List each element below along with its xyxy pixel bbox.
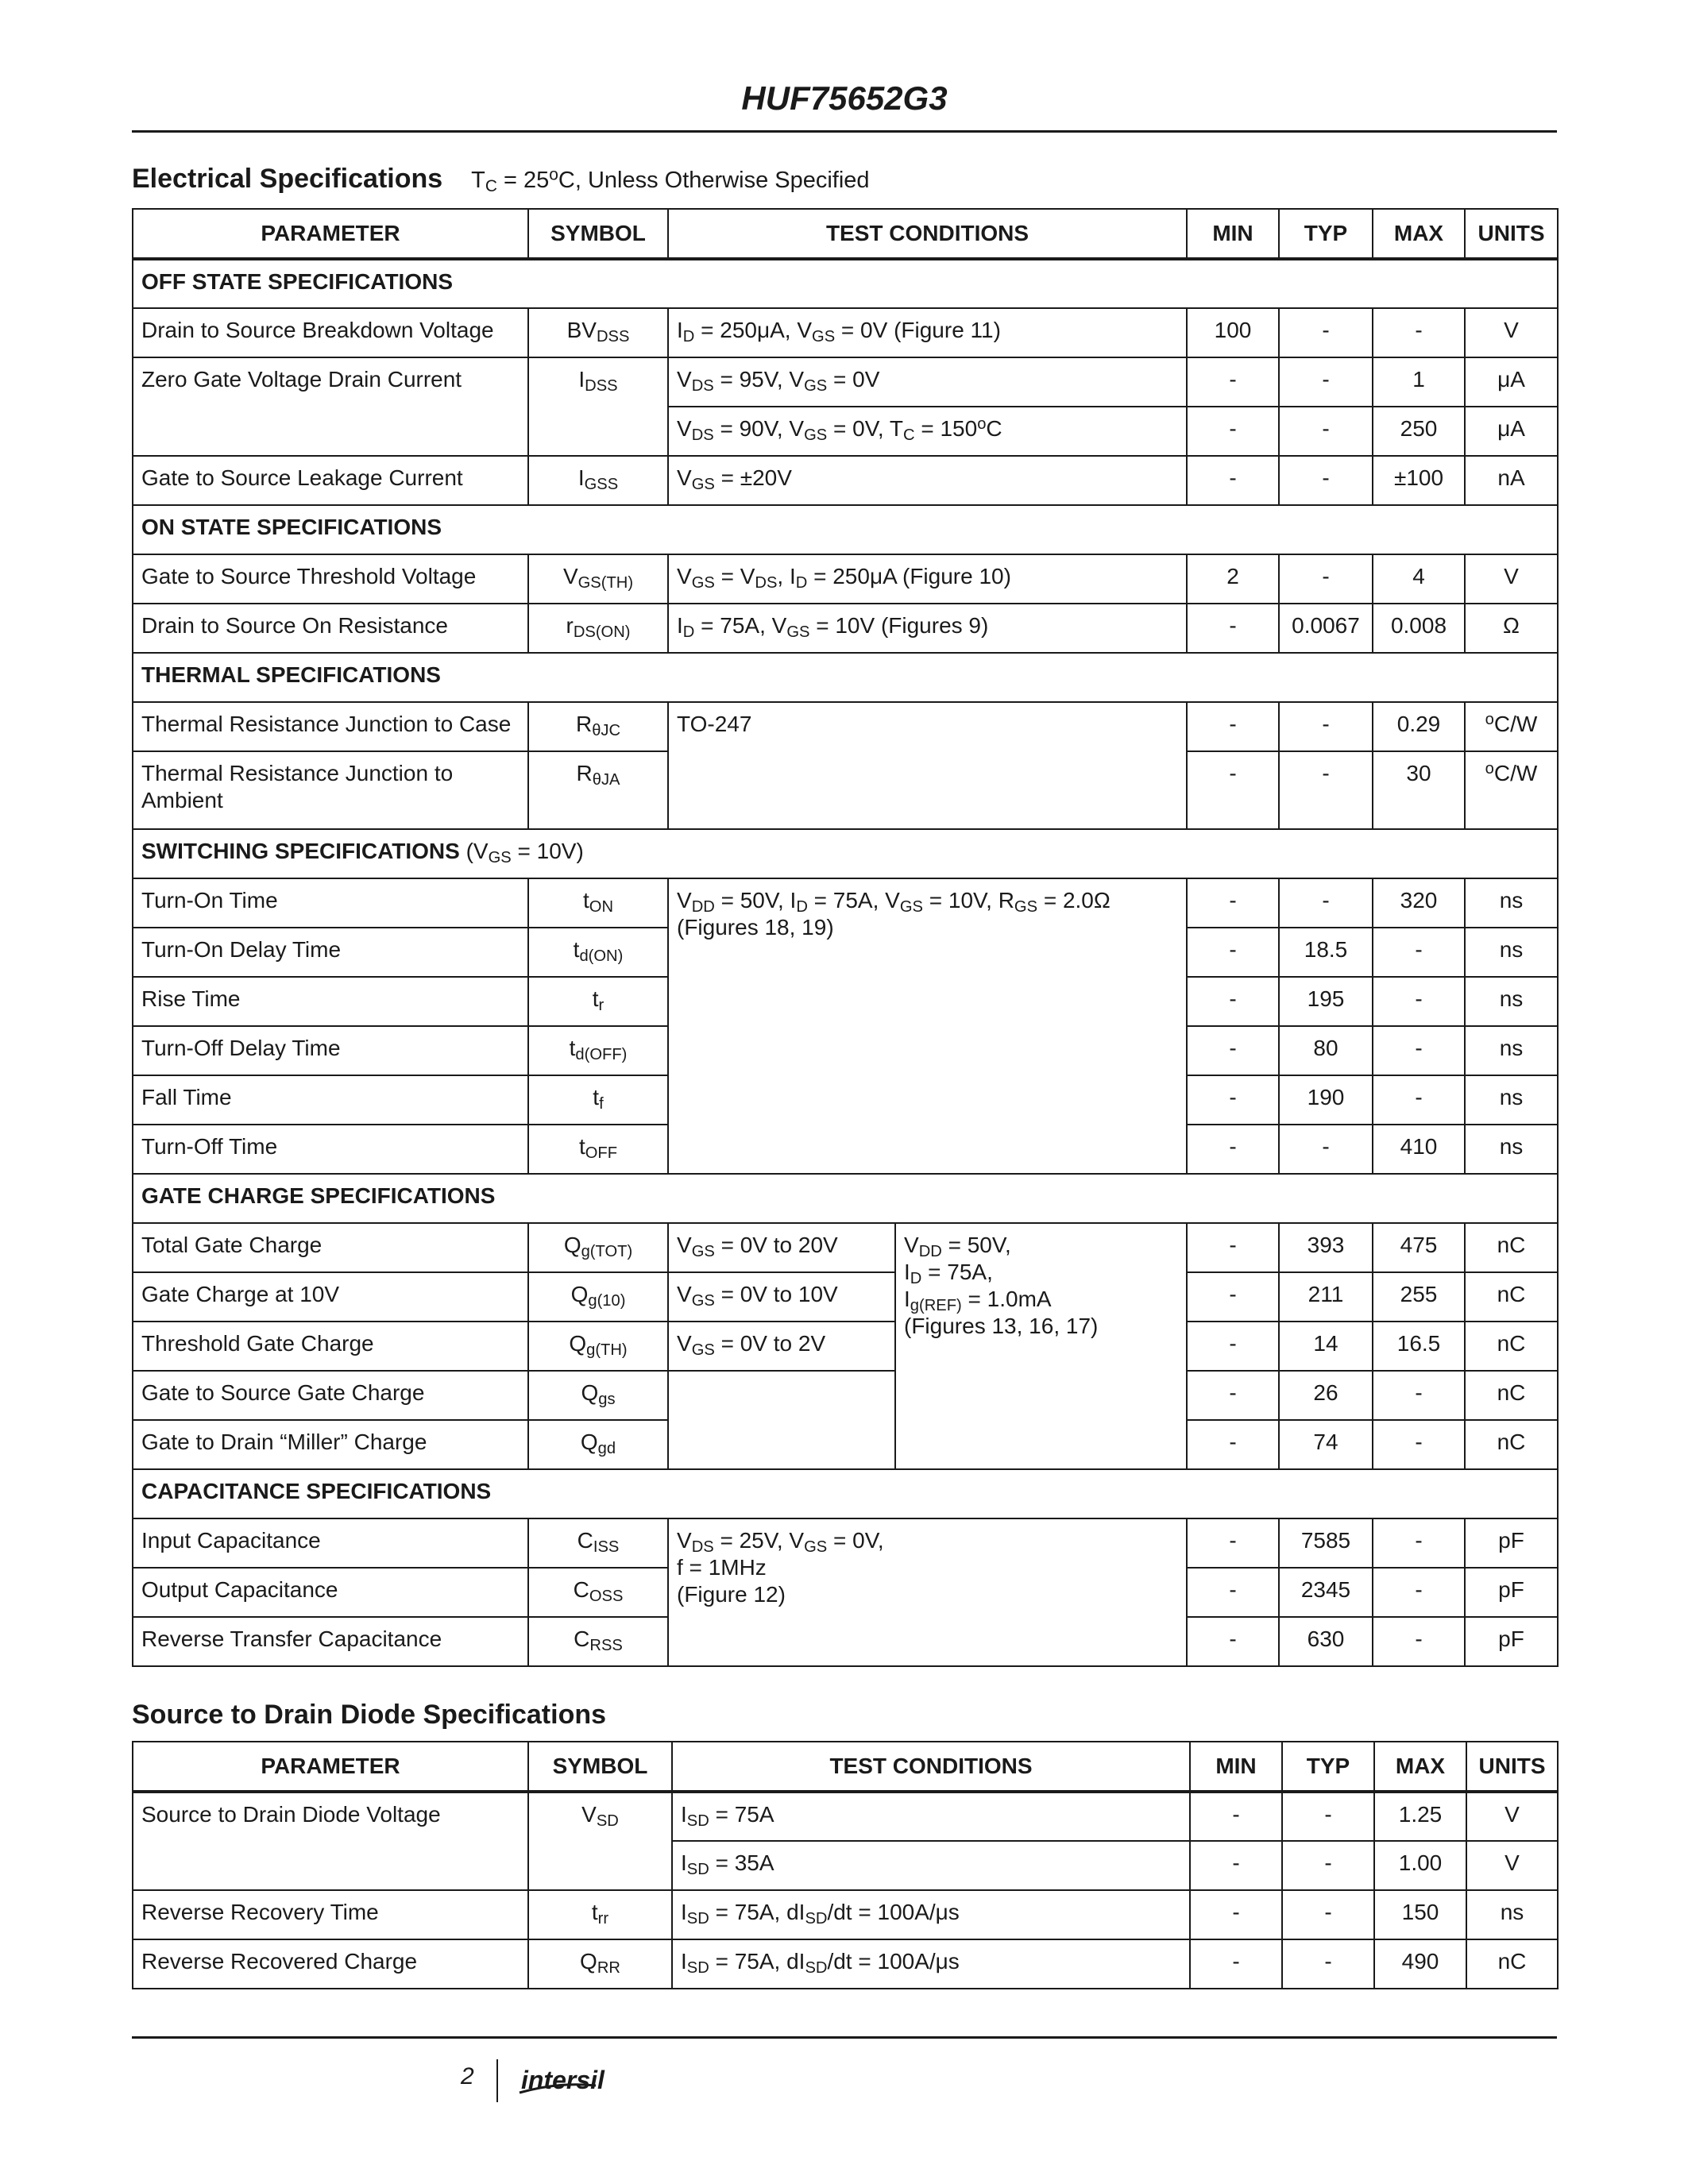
min-cell: - — [1187, 878, 1279, 928]
units-cell: Ω — [1465, 604, 1558, 653]
table-row — [133, 1371, 1558, 1420]
param-cell: Reverse Transfer Capacitance — [133, 1617, 528, 1666]
diode-specs-table — [132, 1741, 1559, 1989]
min-cell: - — [1190, 1792, 1282, 1841]
max-cell: 410 — [1373, 1125, 1465, 1174]
max-cell: - — [1373, 1420, 1465, 1469]
symbol-cell: $Q_{g(TOT)}$ — [528, 1223, 668, 1272]
units-cell: $^o$C/W — [1465, 702, 1558, 751]
condition-cell: $V_{GS} = 0V$ to 2V — [668, 1322, 895, 1371]
typ-cell: - — [1279, 308, 1373, 357]
param-cell: Turn-On Time — [133, 878, 528, 928]
table-row — [133, 702, 1558, 751]
condition-cell: $V_{DD} = 50V$, $I_D = 75A$, $V_{GS} = 10V$, $R_{GS} = 2.0\Omega$ (Figures 18, 19) — [668, 878, 1187, 1174]
section-capacitance: CAPACITANCE SPECIFICATIONS — [133, 1469, 1558, 1518]
symbol-cell: $t_{rr}$ — [528, 1890, 672, 1939]
min-cell: - — [1187, 751, 1279, 829]
units-cell: ns — [1465, 1026, 1558, 1075]
table-row — [133, 456, 1558, 505]
condition-cell: $V_{GS} = \pm 20V$ — [668, 456, 1187, 505]
units-cell: ns — [1465, 1125, 1558, 1174]
units-cell: ns — [1465, 928, 1558, 977]
max-cell: - — [1373, 928, 1465, 977]
param-cell: Total Gate Charge — [133, 1223, 528, 1272]
electrical-specs-table — [132, 208, 1559, 1667]
section-off-state: OFF STATE SPECIFICATIONS — [133, 259, 1558, 308]
units-cell: nC — [1466, 1939, 1558, 1989]
min-cell: 2 — [1187, 554, 1279, 604]
section-gate-charge: GATE CHARGE SPECIFICATIONS — [133, 1174, 1558, 1223]
symbol-cell: $t_r$ — [528, 977, 668, 1026]
typ-cell: 630 — [1279, 1617, 1373, 1666]
typ-cell: 2345 — [1279, 1568, 1373, 1617]
typ-cell: 190 — [1279, 1075, 1373, 1125]
diode-specs-heading — [132, 1700, 606, 1731]
symbol-cell: $I_{DSS}$ — [528, 357, 668, 456]
min-cell: - — [1187, 407, 1279, 456]
section-row — [133, 259, 1558, 308]
table-row — [133, 1518, 1558, 1568]
param-cell: Source to Drain Diode Voltage — [133, 1792, 528, 1890]
units-cell: ns — [1466, 1890, 1558, 1939]
symbol-cell: $V_{GS(TH)}$ — [528, 554, 668, 604]
electrical-specs-heading — [132, 164, 870, 195]
symbol-cell: $V_{SD}$ — [528, 1792, 672, 1890]
param-cell: Reverse Recovery Time — [133, 1890, 528, 1939]
condition-cell: $V_{GS} = V_{DS}$, $I_D = 250\mu A$ (Figure 10) — [668, 554, 1187, 604]
table-row — [133, 1890, 1558, 1939]
col-header-test-conditions: TEST CONDITIONS — [668, 209, 1187, 259]
table-row — [133, 308, 1558, 357]
electrical-specs-title: Electrical Specifications — [132, 164, 443, 194]
units-cell: $^o$C/W — [1465, 751, 1558, 829]
condition-cell: $V_{DS} = 95V$, $V_{GS} = 0V$ — [668, 357, 1187, 407]
max-cell: 1.00 — [1374, 1841, 1466, 1890]
section-switching-condition: $(V_{GS} = 10V)$ — [465, 839, 584, 867]
condition-cell: $I_{SD} = 75A$ — [672, 1792, 1190, 1841]
typ-cell: 393 — [1279, 1223, 1373, 1272]
min-cell: - — [1187, 702, 1279, 751]
min-cell: - — [1187, 1568, 1279, 1617]
max-cell: 490 — [1374, 1939, 1466, 1989]
condition-cell: $V_{DS} = 90V$, $V_{GS} = 0V$, $T_C = 150^oC$ — [668, 407, 1187, 456]
units-cell: pF — [1465, 1518, 1558, 1568]
min-cell: 100 — [1187, 308, 1279, 357]
units-cell: V — [1466, 1792, 1558, 1841]
table-header-row — [133, 209, 1558, 259]
units-cell: ns — [1465, 977, 1558, 1026]
page-header — [132, 79, 1557, 118]
footer-divider — [496, 2059, 498, 2102]
max-cell: - — [1373, 977, 1465, 1026]
min-cell: - — [1190, 1890, 1282, 1939]
min-cell: - — [1187, 1371, 1279, 1420]
section-row — [133, 653, 1558, 702]
param-cell: Turn-Off Time — [133, 1125, 528, 1174]
condition-cell: $V_{GS} = 0V$ to 20V — [668, 1223, 895, 1272]
section-thermal: THERMAL SPECIFICATIONS — [133, 653, 1558, 702]
typ-cell: - — [1282, 1792, 1374, 1841]
section-row — [133, 505, 1558, 554]
units-cell: nC — [1465, 1322, 1558, 1371]
symbol-cell: $Q_{g(TH)}$ — [528, 1322, 668, 1371]
symbol-cell: $C_{RSS}$ — [528, 1617, 668, 1666]
units-cell: nC — [1465, 1420, 1558, 1469]
param-cell: Zero Gate Voltage Drain Current — [133, 357, 528, 456]
units-cell: V — [1465, 554, 1558, 604]
param-cell: Turn-Off Delay Time — [133, 1026, 528, 1075]
typ-cell: 26 — [1279, 1371, 1373, 1420]
param-cell: Drain to Source On Resistance — [133, 604, 528, 653]
logo-wordmark: intersil — [521, 2066, 605, 2094]
electrical-specs-condition: $T_C = 25^oC$, Unless Otherwise Specified — [471, 165, 870, 196]
typ-cell: 80 — [1279, 1026, 1373, 1075]
condition-cell: $V_{DS} = 25V$, $V_{GS} = 0V$, f = 1MHz (Figure 12) — [668, 1518, 1187, 1666]
symbol-cell: $t_{d(OFF)}$ — [528, 1026, 668, 1075]
max-cell: - — [1373, 1371, 1465, 1420]
typ-cell: - — [1279, 702, 1373, 751]
units-cell: V — [1466, 1841, 1558, 1890]
typ-cell: - — [1279, 1125, 1373, 1174]
units-cell: pF — [1465, 1617, 1558, 1666]
table-row — [133, 878, 1558, 928]
units-cell: ns — [1465, 1075, 1558, 1125]
max-cell: 4 — [1373, 554, 1465, 604]
col-header-min: MIN — [1187, 209, 1279, 259]
units-cell: μA — [1465, 357, 1558, 407]
min-cell: - — [1187, 1026, 1279, 1075]
units-cell: μA — [1465, 407, 1558, 456]
min-cell: - — [1187, 1518, 1279, 1568]
param-cell: Thermal Resistance Junction to Ambient — [133, 751, 528, 829]
symbol-cell: $R_{\theta JA}$ — [528, 751, 668, 829]
units-cell: nC — [1465, 1371, 1558, 1420]
symbol-cell: $r_{DS(ON)}$ — [528, 604, 668, 653]
col-header-max: MAX — [1373, 209, 1465, 259]
table-row — [133, 1223, 1558, 1272]
min-cell: - — [1187, 1322, 1279, 1371]
section-switching — [133, 829, 1558, 878]
param-cell: Gate to Source Gate Charge — [133, 1371, 528, 1420]
param-cell: Reverse Recovered Charge — [133, 1939, 528, 1989]
col-header-parameter: PARAMETER — [133, 209, 528, 259]
typ-cell: 18.5 — [1279, 928, 1373, 977]
max-cell: - — [1373, 1075, 1465, 1125]
units-cell: nA — [1465, 456, 1558, 505]
typ-cell: - — [1279, 878, 1373, 928]
condition-cell: $I_D = 250\mu A$, $V_{GS} = 0V$ (Figure 11) — [668, 308, 1187, 357]
section-row — [133, 1174, 1558, 1223]
param-cell: Fall Time — [133, 1075, 528, 1125]
typ-cell: 7585 — [1279, 1518, 1373, 1568]
typ-cell: - — [1282, 1939, 1374, 1989]
param-cell: Gate Charge at 10V — [133, 1272, 528, 1322]
table-row — [133, 554, 1558, 604]
col-header-max: MAX — [1374, 1742, 1466, 1792]
min-cell: - — [1187, 977, 1279, 1026]
max-cell: 0.29 — [1373, 702, 1465, 751]
min-cell: - — [1187, 456, 1279, 505]
units-cell: ns — [1465, 878, 1558, 928]
footer-rule — [132, 2036, 1557, 2039]
intersil-logo — [516, 2065, 659, 2097]
typ-cell: - — [1282, 1890, 1374, 1939]
symbol-cell: $R_{\theta JC}$ — [528, 702, 668, 751]
header-rule — [132, 130, 1557, 133]
col-header-min: MIN — [1190, 1742, 1282, 1792]
param-cell: Drain to Source Breakdown Voltage — [133, 308, 528, 357]
section-row — [133, 1469, 1558, 1518]
param-cell: Rise Time — [133, 977, 528, 1026]
min-cell: - — [1187, 1075, 1279, 1125]
condition-cell: TO-247 — [668, 702, 1187, 829]
param-cell: Input Capacitance — [133, 1518, 528, 1568]
units-cell: pF — [1465, 1568, 1558, 1617]
condition-common-cell: $V_{DD} = 50V$, $I_D = 75A$, $I_{g(REF)} = 1.0mA$ (Figures 13, 16, 17) — [895, 1223, 1187, 1469]
param-cell: Thermal Resistance Junction to Case — [133, 702, 528, 751]
symbol-cell: $Q_{RR}$ — [528, 1939, 672, 1989]
param-cell: Turn-On Delay Time — [133, 928, 528, 977]
document-title: HUF75652G3 — [741, 79, 948, 117]
max-cell: 16.5 — [1373, 1322, 1465, 1371]
symbol-cell: $Q_{gd}$ — [528, 1420, 668, 1469]
col-header-parameter: PARAMETER — [133, 1742, 528, 1792]
max-cell: 150 — [1374, 1890, 1466, 1939]
condition-cell: $V_{GS} = 0V$ to 10V — [668, 1272, 895, 1322]
max-cell: 1 — [1373, 357, 1465, 407]
typ-cell: 195 — [1279, 977, 1373, 1026]
max-cell: - — [1373, 1518, 1465, 1568]
typ-cell: - — [1279, 456, 1373, 505]
min-cell: - — [1187, 357, 1279, 407]
col-header-typ: TYP — [1279, 209, 1373, 259]
max-cell: 320 — [1373, 878, 1465, 928]
section-row — [133, 829, 1558, 878]
max-cell: 1.25 — [1374, 1792, 1466, 1841]
symbol-cell: $t_{d(ON)}$ — [528, 928, 668, 977]
param-cell: Gate to Drain “Miller” Charge — [133, 1420, 528, 1469]
col-header-units: UNITS — [1465, 209, 1558, 259]
max-cell: - — [1373, 1026, 1465, 1075]
min-cell: - — [1187, 1272, 1279, 1322]
max-cell: 250 — [1373, 407, 1465, 456]
typ-cell: 211 — [1279, 1272, 1373, 1322]
col-header-test-conditions: TEST CONDITIONS — [672, 1742, 1190, 1792]
section-on-state: ON STATE SPECIFICATIONS — [133, 505, 1558, 554]
param-cell: Gate to Source Leakage Current — [133, 456, 528, 505]
col-header-units: UNITS — [1466, 1742, 1558, 1792]
symbol-cell: $I_{GSS}$ — [528, 456, 668, 505]
section-switching-title: SWITCHING SPECIFICATIONS — [141, 839, 460, 863]
param-cell: Gate to Source Threshold Voltage — [133, 554, 528, 604]
typ-cell: - — [1279, 751, 1373, 829]
min-cell: - — [1187, 1223, 1279, 1272]
symbol-cell: $C_{ISS}$ — [528, 1518, 668, 1568]
symbol-cell: $t_{ON}$ — [528, 878, 668, 928]
condition-cell: $I_{SD} = 35A$ — [672, 1841, 1190, 1890]
max-cell: - — [1373, 1617, 1465, 1666]
table-row — [133, 1322, 1558, 1371]
condition-cell: $I_{SD} = 75A$, $dI_{SD}/dt = 100A/\mu s$ — [672, 1939, 1190, 1989]
condition-cell: $I_D = 75A$, $V_{GS} = 10V$ (Figures 9) — [668, 604, 1187, 653]
typ-cell: - — [1279, 554, 1373, 604]
symbol-cell: $BV_{DSS}$ — [528, 308, 668, 357]
condition-cell: $I_{SD} = 75A$, $dI_{SD}/dt = 100A/\mu s$ — [672, 1890, 1190, 1939]
max-cell: 0.008 — [1373, 604, 1465, 653]
min-cell: - — [1190, 1841, 1282, 1890]
max-cell: ±100 — [1373, 456, 1465, 505]
min-cell: - — [1187, 604, 1279, 653]
max-cell: 30 — [1373, 751, 1465, 829]
max-cell: 475 — [1373, 1223, 1465, 1272]
col-header-symbol: SYMBOL — [528, 209, 668, 259]
table-row — [133, 1792, 1558, 1841]
min-cell: - — [1187, 1617, 1279, 1666]
units-cell: nC — [1465, 1272, 1558, 1322]
units-cell: V — [1465, 308, 1558, 357]
min-cell: - — [1187, 1420, 1279, 1469]
table-row — [133, 1939, 1558, 1989]
max-cell: - — [1373, 308, 1465, 357]
min-cell: - — [1187, 928, 1279, 977]
units-cell: nC — [1465, 1223, 1558, 1272]
param-cell: Threshold Gate Charge — [133, 1322, 528, 1371]
max-cell: 255 — [1373, 1272, 1465, 1322]
page-number: 2 — [461, 2063, 474, 2089]
table-row — [133, 357, 1558, 407]
min-cell: - — [1187, 1125, 1279, 1174]
symbol-cell: $Q_{g(10)}$ — [528, 1272, 668, 1322]
table-header-row — [133, 1742, 1558, 1792]
condition-cell-empty — [668, 1371, 895, 1469]
symbol-cell: $C_{OSS}$ — [528, 1568, 668, 1617]
typ-cell: - — [1279, 357, 1373, 407]
param-cell: Output Capacitance — [133, 1568, 528, 1617]
typ-cell: 74 — [1279, 1420, 1373, 1469]
table-row — [133, 604, 1558, 653]
symbol-cell: $t_f$ — [528, 1075, 668, 1125]
diode-specs-title: Source to Drain Diode Specifications — [132, 1700, 607, 1730]
col-header-symbol: SYMBOL — [528, 1742, 672, 1792]
max-cell: - — [1373, 1568, 1465, 1617]
min-cell: - — [1190, 1939, 1282, 1989]
symbol-cell: $Q_{gs}$ — [528, 1371, 668, 1420]
table-row — [133, 1272, 1558, 1322]
typ-cell: - — [1279, 407, 1373, 456]
typ-cell: 0.0067 — [1279, 604, 1373, 653]
typ-cell: 14 — [1279, 1322, 1373, 1371]
col-header-typ: TYP — [1282, 1742, 1374, 1792]
typ-cell: - — [1282, 1841, 1374, 1890]
symbol-cell: $t_{OFF}$ — [528, 1125, 668, 1174]
